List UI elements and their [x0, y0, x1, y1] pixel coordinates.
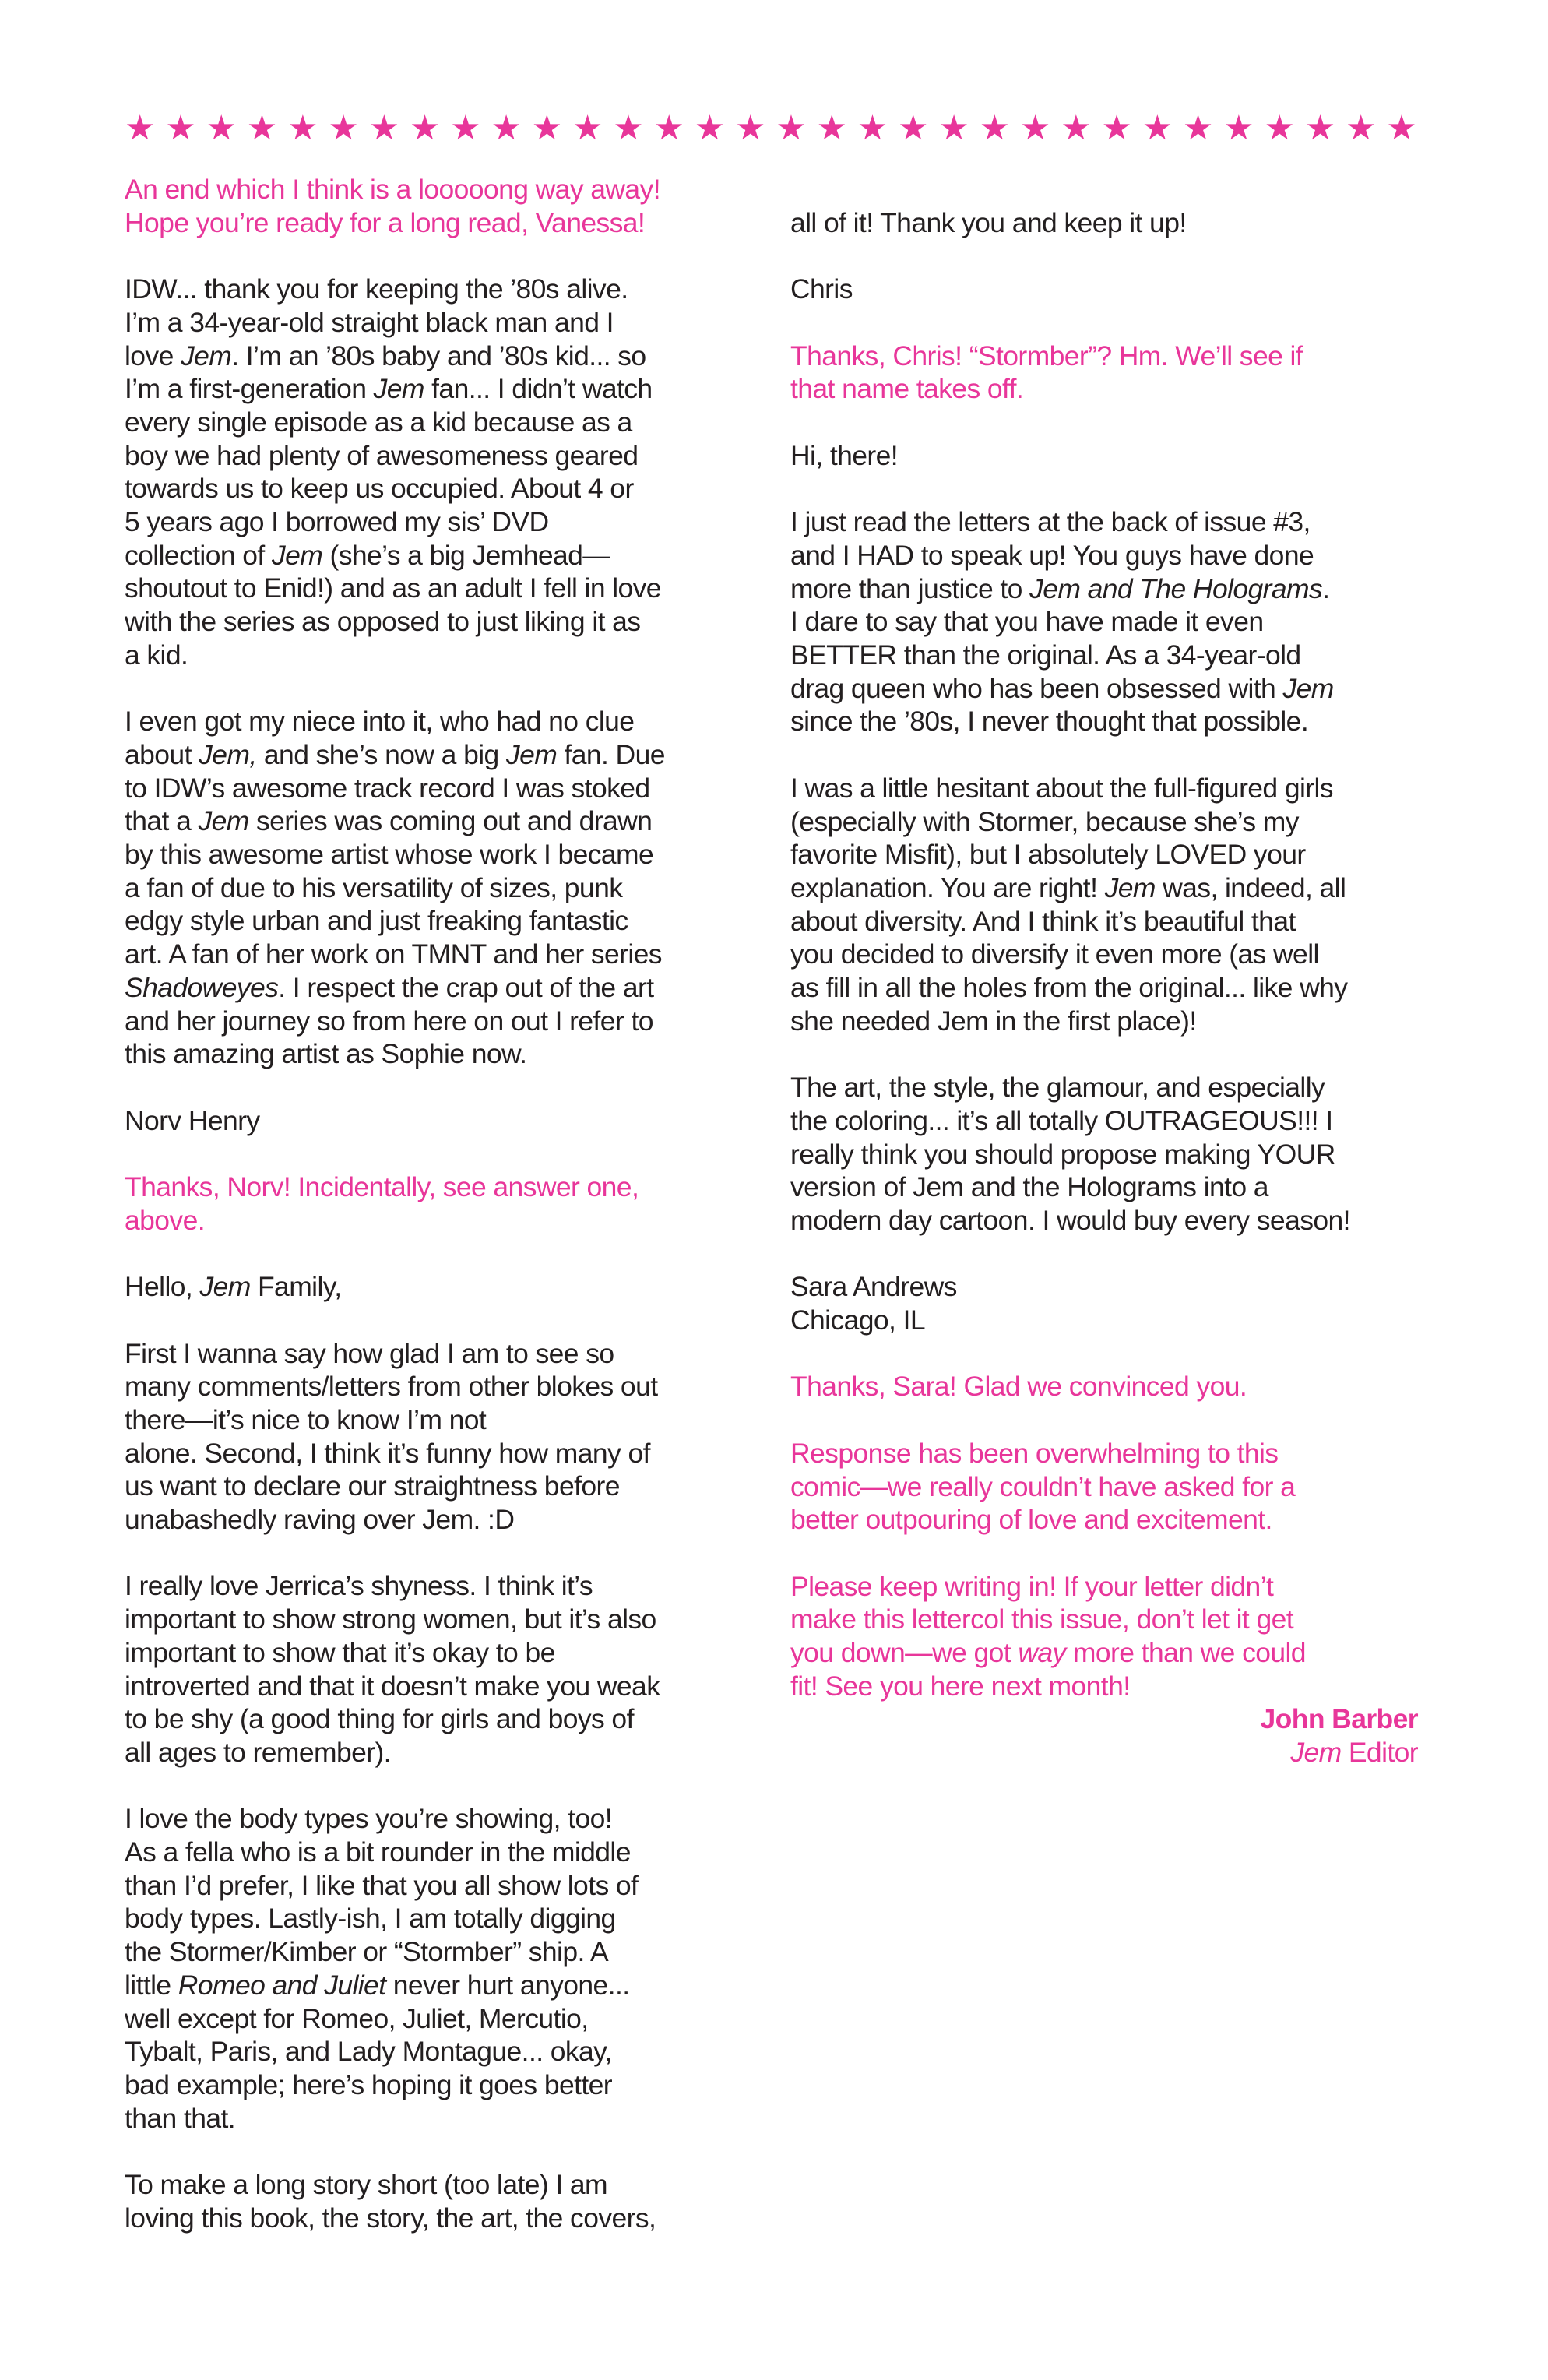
star-icon: ★ — [776, 108, 807, 148]
text-line: I was a little hesitant about the full-figured girls — [790, 772, 1333, 804]
text-line: all of it! Thank you and keep it up! — [790, 207, 1187, 238]
text-line: Response has been overwhelming to this — [790, 1437, 1279, 1469]
editor-reply — [790, 340, 1418, 406]
editor-reply — [790, 1570, 1418, 1703]
letter-paragraph — [790, 1270, 1418, 1336]
text-line: Hi, there! — [790, 439, 899, 471]
star-icon: ★ — [450, 108, 481, 148]
text-segment: explanation. You are right! — [790, 871, 1105, 903]
letter-paragraph — [790, 439, 1418, 473]
text-segment: I’m a first-generation — [125, 373, 374, 405]
text-line: shoutout to Enid!) and as an adult I fell in love — [125, 572, 661, 604]
text-line: Thanks, Norv! Incidentally, see answer one, — [125, 1171, 639, 1203]
text-line: version of Jem and the Holograms into a — [790, 1171, 1268, 1203]
star-icon: ★ — [653, 108, 684, 148]
italic-text: Jem — [199, 1271, 251, 1303]
text-line: really think you should propose making YOUR — [790, 1138, 1335, 1170]
text-line: Sara Andrews — [790, 1271, 957, 1303]
text-line: alone. Second, I think it’s funny how many of — [125, 1437, 650, 1469]
star-icon: ★ — [1345, 108, 1377, 148]
letter-paragraph — [125, 705, 771, 1071]
italic-text: Jem — [181, 340, 232, 371]
text-line: unabashedly raving over Jem. :D — [125, 1504, 515, 1536]
letter-paragraph — [125, 1569, 771, 1769]
text-line: a kid. — [125, 639, 188, 671]
text-segment: drag queen who has been obsessed with — [790, 672, 1283, 704]
editor-title-italic: Jem — [1290, 1737, 1342, 1769]
text-line: this amazing artist as Sophie now. — [125, 1038, 527, 1070]
star-icon: ★ — [1061, 108, 1092, 148]
letters-column-right — [790, 206, 1418, 1769]
text-line: the Stormer/Kimber or “Stormber” ship. A — [125, 1936, 609, 1968]
star-icon: ★ — [328, 108, 359, 148]
text-line: Hope you’re ready for a long read, Vanessa! — [125, 206, 646, 238]
text-line: bad example; here’s hoping it goes better — [125, 2068, 613, 2100]
text-segment: never hurt anyone... — [385, 1969, 630, 2001]
text-line: towards us to keep us occupied. About 4 or — [125, 473, 634, 505]
text-line: loving this book, the story, the art, the covers, — [125, 2202, 656, 2234]
star-icon: ★ — [1264, 108, 1295, 148]
text-line: than that. — [125, 2102, 236, 2134]
text-line: Norv Henry — [125, 1104, 260, 1136]
star-icon: ★ — [816, 108, 847, 148]
editor-name: John Barber — [1260, 1703, 1418, 1735]
letter-paragraph — [125, 2168, 771, 2234]
star-icon: ★ — [694, 108, 726, 148]
text-segment: . I’m an ’80s baby and ’80s kid... so — [231, 340, 646, 371]
text-line — [125, 971, 771, 1005]
text-line: IDW... thank you for keeping the ’80s alive. — [125, 273, 628, 305]
editor-reply — [790, 1437, 1418, 1537]
star-icon: ★ — [1223, 108, 1254, 148]
star-icon: ★ — [1182, 108, 1214, 148]
text-line: to IDW’s awesome track record I was stoked — [125, 772, 650, 804]
italic-text: Jem, — [199, 738, 257, 770]
text-line: To make a long story short (too late) I am — [125, 2169, 607, 2201]
text-line: better outpouring of love and excitement. — [790, 1504, 1272, 1536]
star-icon: ★ — [491, 108, 522, 148]
letter-paragraph — [790, 273, 1418, 306]
editor-title — [790, 1736, 1418, 1769]
text-line: make this lettercol this issue, don’t let it get — [790, 1604, 1294, 1635]
text-segment: . — [1322, 572, 1330, 604]
editor-reply — [790, 1370, 1418, 1403]
text-line — [125, 372, 771, 406]
italic-text: Jem — [1282, 672, 1334, 704]
text-line: Thanks, Chris! “Stormber”? Hm. We’ll see if — [790, 340, 1303, 371]
text-line: many comments/letters from other blokes out — [125, 1371, 658, 1403]
text-line: above. — [125, 1204, 205, 1236]
star-icon: ★ — [531, 108, 563, 148]
editor-title-rest: Editor — [1341, 1737, 1418, 1769]
text-line — [125, 539, 771, 572]
star-icon: ★ — [125, 108, 156, 148]
letter-paragraph — [125, 1104, 771, 1138]
star-icon: ★ — [1304, 108, 1336, 148]
text-segment: Family, — [250, 1271, 342, 1303]
letter-paragraph — [790, 1071, 1418, 1238]
text-line: important to show strong women, but it’s also — [125, 1604, 656, 1635]
text-line: Tybalt, Paris, and Lady Montague... okay, — [125, 2036, 612, 2068]
text-line: (especially with Stormer, because she’s my — [790, 805, 1299, 837]
star-icon: ★ — [1386, 108, 1417, 148]
text-line: a fan of due to his versatility of sizes, punk — [125, 871, 623, 903]
text-line: The art, the style, the glamour, and especially — [790, 1072, 1325, 1104]
text-line: Thanks, Sara! Glad we convinced you. — [790, 1371, 1247, 1403]
letters-column-left — [125, 173, 771, 2268]
text-line: every single episode as a kid because as a — [125, 406, 632, 438]
editor-signature — [790, 1702, 1418, 1769]
italic-text: Jem — [271, 539, 323, 571]
text-line: I love the body types you’re showing, too! — [125, 1803, 613, 1835]
text-line: all ages to remember). — [125, 1736, 391, 1768]
text-segment: was, indeed, all — [1155, 871, 1346, 903]
text-line: 5 years ago I borrowed my sis’ DVD — [125, 506, 549, 538]
star-icon: ★ — [938, 108, 969, 148]
text-segment: love — [125, 340, 181, 371]
text-segment: you down—we got — [790, 1637, 1019, 1669]
text-line — [125, 1270, 771, 1304]
text-line: First I wanna say how glad I am to see so — [125, 1337, 614, 1369]
text-line: important to show that it’s okay to be — [125, 1636, 555, 1668]
star-icon: ★ — [613, 108, 644, 148]
text-line: she needed Jem in the first place)! — [790, 1005, 1197, 1037]
text-line: since the ’80s, I never thought that possible. — [790, 706, 1309, 738]
letter-paragraph — [125, 1270, 771, 1304]
editor-reply — [125, 173, 771, 239]
letter-paragraph — [125, 1802, 771, 2135]
text-line: art. A fan of her work on TMNT and her series — [125, 938, 662, 970]
italic-text: Jem — [373, 373, 424, 405]
editor-reply — [125, 1171, 771, 1237]
text-line: An end which I think is a looooong way away! — [125, 174, 660, 205]
star-icon: ★ — [898, 108, 929, 148]
text-line: Chicago, IL — [790, 1304, 925, 1336]
text-segment: (she’s a big Jemhead— — [322, 539, 610, 571]
letter-paragraph — [790, 505, 1418, 738]
text-line: the coloring... it’s all totally OUTRAGEOUS!!! I — [790, 1104, 1333, 1136]
text-segment: more than justice to — [790, 572, 1030, 604]
text-line: favorite Misfit), but I absolutely LOVED your — [790, 839, 1306, 871]
text-segment: collection of — [125, 539, 272, 571]
star-divider — [125, 107, 1417, 150]
text-line: I even got my niece into it, who had no clue — [125, 706, 635, 738]
text-line: BETTER than the original. As a 34-year-old — [790, 639, 1301, 671]
text-line: I really love Jerrica’s shyness. I think it’s — [125, 1570, 593, 1602]
italic-text: Jem — [198, 805, 249, 837]
text-segment: series was coming out and drawn — [248, 805, 653, 837]
text-line: by this awesome artist whose work I became — [125, 839, 654, 871]
text-line: and I HAD to speak up! You guys have done — [790, 539, 1314, 571]
text-segment: . I respect the crap out of the art — [278, 971, 654, 1003]
star-icon: ★ — [857, 108, 888, 148]
right-paragraphs — [790, 206, 1418, 1702]
text-line: with the series as opposed to just liking it as — [125, 606, 641, 638]
text-segment: about — [125, 738, 199, 770]
text-line — [125, 738, 771, 772]
text-line: us want to declare our straightness before — [125, 1470, 620, 1502]
text-line: Chris — [790, 273, 853, 305]
star-icon: ★ — [1101, 108, 1132, 148]
text-segment: Hello, — [125, 1271, 200, 1303]
letter-paragraph — [790, 206, 1418, 240]
star-icon: ★ — [1019, 108, 1051, 148]
text-line: I just read the letters at the back of issue #3, — [790, 506, 1311, 538]
letter-paragraph — [125, 273, 771, 671]
text-line: as fill in all the holes from the original... like why — [790, 972, 1348, 1004]
text-line: there—it’s nice to know I’m not — [125, 1403, 487, 1435]
text-line: body types. Lastly-ish, I am totally digging — [125, 1903, 616, 1935]
italic-text: Shadoweyes — [125, 971, 279, 1003]
text-line: that name takes off. — [790, 373, 1024, 405]
letter-paragraph — [125, 1337, 771, 1537]
text-line: I dare to say that you have made it even — [790, 606, 1264, 638]
text-segment: that a — [125, 805, 199, 837]
text-line: fit! See you here next month! — [790, 1670, 1131, 1702]
text-segment: fan. Due — [557, 738, 665, 770]
text-segment: more than we could — [1065, 1637, 1306, 1669]
star-icon: ★ — [287, 108, 318, 148]
text-line: comic—we really couldn’t have asked for a — [790, 1470, 1296, 1502]
star-icon: ★ — [409, 108, 441, 148]
text-line — [790, 1636, 1418, 1670]
text-segment: and she’s now a big — [256, 738, 506, 770]
text-line — [790, 871, 1418, 905]
text-line: well except for Romeo, Juliet, Mercutio, — [125, 2002, 589, 2034]
text-segment: fan... I didn’t watch — [424, 373, 653, 405]
italic-text: Jem — [505, 738, 558, 770]
star-icon: ★ — [368, 108, 400, 148]
text-line: boy we had plenty of awesomeness geared — [125, 439, 639, 471]
star-icon: ★ — [734, 108, 766, 148]
italic-text: Jem and The Holograms — [1029, 572, 1323, 604]
text-line — [125, 1969, 771, 2002]
letter-paragraph — [790, 772, 1418, 1038]
text-line: and her journey so from here on out I refer to — [125, 1005, 653, 1037]
text-line: Please keep writing in! If your letter didn’t — [790, 1570, 1274, 1602]
italic-text: way — [1018, 1637, 1066, 1669]
text-line — [125, 804, 771, 838]
text-line — [125, 340, 771, 373]
star-icon: ★ — [206, 108, 237, 148]
text-line: introverted and that it doesn’t make you weak — [125, 1670, 660, 1702]
text-line — [790, 672, 1418, 706]
text-line: you decided to diversify it even more (as well — [790, 938, 1319, 970]
text-line — [790, 572, 1418, 606]
star-icon: ★ — [165, 108, 196, 148]
star-icon: ★ — [979, 108, 1011, 148]
italic-text: Romeo and Juliet — [178, 1969, 386, 2001]
text-line: modern day cartoon. I would buy every season! — [790, 1205, 1350, 1236]
text-line: to be shy (a good thing for girls and boys of — [125, 1703, 634, 1735]
text-line: about diversity. And I think it’s beautiful that — [790, 905, 1296, 937]
star-icon: ★ — [246, 108, 278, 148]
star-icon: ★ — [1142, 108, 1173, 148]
text-line: than I’d prefer, I like that you all show lots of — [125, 1869, 639, 1901]
text-line: As a fella who is a bit rounder in the middle — [125, 1836, 631, 1868]
text-line: edgy style urban and just freaking fantastic — [125, 905, 628, 937]
italic-text: Jem — [1104, 871, 1156, 903]
text-line: I’m a 34-year-old straight black man and I — [125, 306, 614, 338]
text-segment: little — [125, 1969, 178, 2001]
star-icon: ★ — [572, 108, 603, 148]
